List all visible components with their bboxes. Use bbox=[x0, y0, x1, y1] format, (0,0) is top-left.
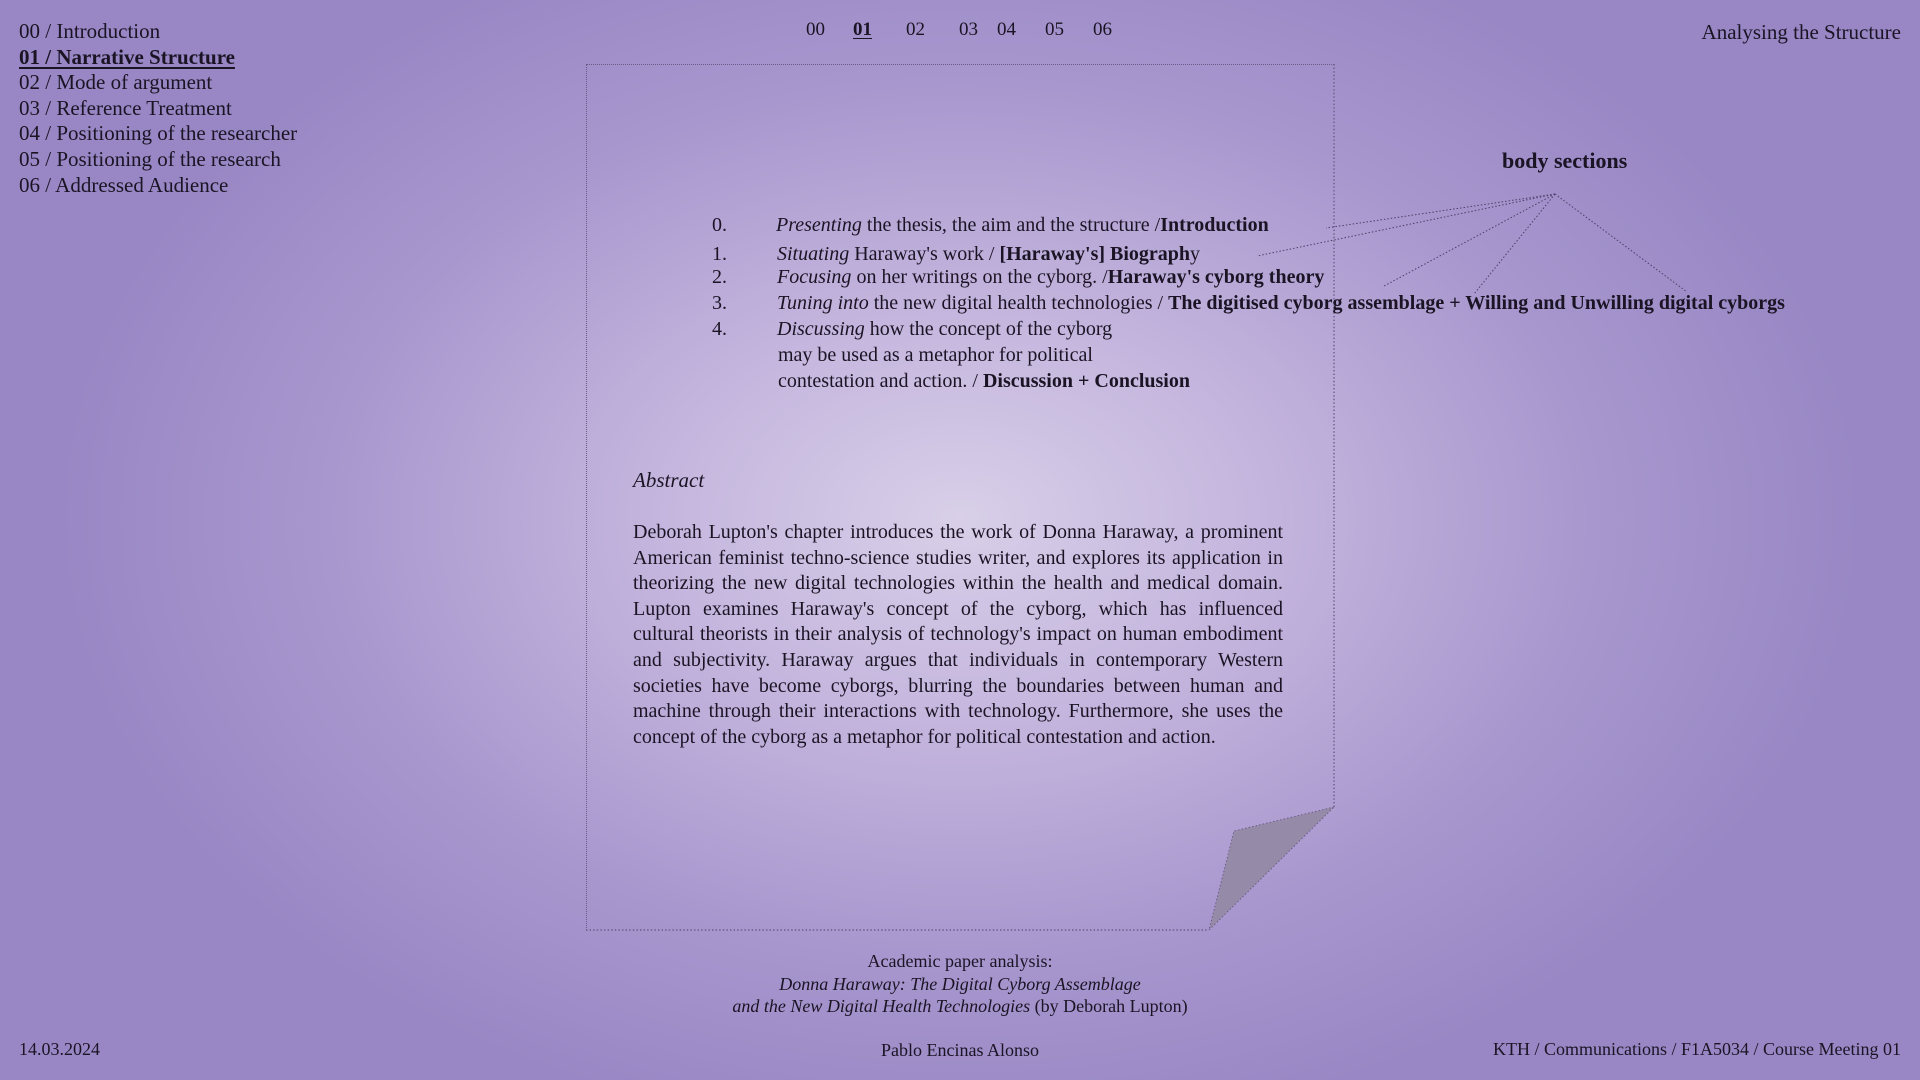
outline-item-4-cont-2 bbox=[712, 368, 1190, 394]
page-link-06[interactable]: 06 bbox=[1093, 19, 1112, 40]
nav-item-positioning-researcher[interactable]: 04 / Positioning of the researcher bbox=[19, 121, 298, 146]
outline-number: 4. bbox=[712, 318, 727, 340]
structure-outline bbox=[712, 212, 1785, 394]
outline-text: Haraway's work / bbox=[849, 243, 1000, 265]
nav-item-addressed-audience[interactable]: 06 / Addressed Audience bbox=[19, 172, 229, 197]
body-sections-label: body sections bbox=[1502, 148, 1628, 173]
outline-verb: Tuning into bbox=[777, 292, 869, 314]
outline-verb: Presenting bbox=[776, 214, 862, 236]
outline-text: how the concept of the cyborg bbox=[864, 318, 1113, 340]
outline-section: Haraway's cyborg theory bbox=[1107, 266, 1325, 288]
nav-item-mode-of-argument[interactable]: 02 / Mode of argument bbox=[19, 70, 213, 95]
outline-text: the new digital health technologies / bbox=[868, 292, 1169, 314]
outline-item-2 bbox=[712, 264, 1325, 290]
outline-item-4-cont-1: may be used as a metaphor for political bbox=[778, 344, 1093, 366]
outline-section: Introduction bbox=[1160, 214, 1269, 236]
outline-text-tail: y bbox=[1190, 243, 1201, 265]
outline-number: 3. bbox=[712, 292, 727, 314]
outline-verb: Situating bbox=[777, 243, 850, 265]
caption-paper-title: Donna Haraway: The Digital Cyborg Assemblage bbox=[779, 973, 1141, 994]
nav-item-narrative-structure[interactable]: 01 / Narrative Structure bbox=[19, 44, 235, 69]
page-link-04[interactable]: 04 bbox=[997, 19, 1016, 40]
outline-section: Discussion + Conclusion bbox=[982, 370, 1190, 392]
abstract-text: Deborah Lupton's chapter introduces the work of Donna Haraway, a prominent American feminist techno-science studies writer, and explores its application in theorizing the new digital technologies within the health and medical domain. Lupton examines Haraway's concept of the cyborg, which has influenced cultural theorists in their analysis of technology's impact on human embodiment and subjectivity. Haraway argues that individuals in contemporary Western societies have become cyborgs, blurring the boundaries between human and machine through their interactions with technology. Furthermore, she uses the concept of the cyborg as a metaphor for political contestation and action. bbox=[633, 521, 1283, 748]
outline-number: 0. bbox=[712, 214, 727, 236]
caption-author: (by Deborah Lupton) bbox=[1030, 996, 1188, 1016]
nav-item-positioning-research[interactable]: 05 / Positioning of the research bbox=[19, 146, 281, 171]
footer-author: Pablo Encinas Alonso bbox=[881, 1040, 1039, 1060]
paper-sheet bbox=[586, 64, 1334, 930]
outline-text: contestation and action. / bbox=[778, 370, 983, 392]
footer-course: KTH / Communications / F1A5034 / Course Meeting 01 bbox=[1493, 1039, 1901, 1059]
paper-caption bbox=[0, 950, 1920, 1018]
outline-number: 1. bbox=[712, 243, 727, 265]
outline-verb: Focusing bbox=[777, 266, 852, 288]
outline-item-4 bbox=[712, 316, 1190, 342]
page-link-02[interactable]: 02 bbox=[906, 19, 925, 40]
outline-section: The digitised cyborg assemblage + Willing and Unwilling digital cyborgs bbox=[1168, 292, 1785, 314]
outline-text: the thesis, the aim and the structure / bbox=[861, 214, 1161, 236]
outline-item-3 bbox=[712, 290, 1785, 316]
outline-text: on her writings on the cyborg. / bbox=[851, 266, 1108, 288]
caption-paper-title-cont: and the New Digital Health Technologies bbox=[732, 996, 1031, 1016]
outline-number: 2. bbox=[712, 266, 727, 288]
section-nav bbox=[19, 19, 297, 198]
nav-item-reference-treatment[interactable]: 03 / Reference Treatment bbox=[19, 95, 232, 120]
outline-verb: Discussing bbox=[777, 318, 865, 340]
footer-date: 14.03.2024 bbox=[19, 1039, 100, 1059]
slide-title: Analysing the Structure bbox=[1701, 20, 1901, 44]
caption-line-3 bbox=[0, 995, 1920, 1018]
outline-item-0 bbox=[712, 212, 1269, 238]
outline-section: [Haraway's] Biograph bbox=[999, 243, 1191, 265]
page-link-00[interactable]: 00 bbox=[806, 19, 825, 40]
abstract-heading: Abstract bbox=[633, 468, 705, 492]
page-link-03[interactable]: 03 bbox=[959, 19, 978, 40]
page-link-01[interactable]: 01 bbox=[853, 19, 872, 40]
page-link-05[interactable]: 05 bbox=[1045, 19, 1064, 40]
caption-line-1: Academic paper analysis: bbox=[867, 951, 1053, 971]
page-number-nav bbox=[0, 19, 1920, 45]
nav-item-introduction[interactable]: 00 / Introduction bbox=[19, 19, 161, 43]
